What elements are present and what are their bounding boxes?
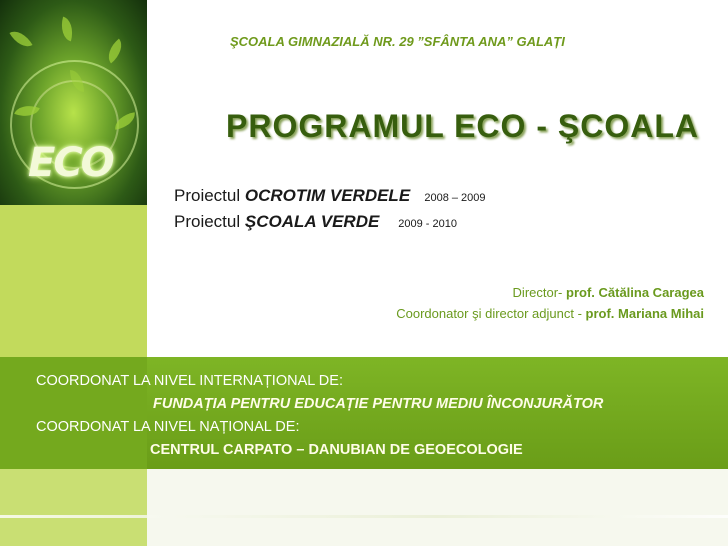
staff-role: Director- [512, 285, 566, 300]
project-line-2 [174, 212, 457, 232]
page-title: PROGRAMUL ECO - ŞCOALA [226, 108, 699, 144]
leaf-icon [9, 26, 32, 52]
staff-person: prof. Cătălina Caragea [566, 285, 704, 300]
school-name: ŞCOALA GIMNAZIALĂ NR. 29 ”SFÂNTA ANA” GALAȚI [230, 34, 565, 49]
leaf-icon [57, 17, 76, 42]
staff-person: prof. Mariana Mihai [585, 306, 704, 321]
bottom-right-panel [147, 469, 728, 546]
project-name: ŞCOALA VERDE [244, 212, 380, 231]
project-name: OCROTIM VERDELE [244, 186, 411, 205]
director-line [513, 285, 704, 300]
project-line-1 [174, 186, 486, 206]
project-years: 2009 - 2010 [398, 218, 457, 230]
international-label: COORDONAT LA NIVEL INTERNAȚIONAL DE: [36, 373, 343, 389]
project-years: 2008 – 2009 [424, 192, 486, 204]
international-org: FUNDAȚIA PENTRU EDUCAȚIE PENTRU MEDIU ÎNCONJURĂTOR [153, 396, 604, 412]
national-label: COORDONAT LA NIVEL NAȚIONAL DE: [36, 419, 300, 435]
eco-logo-image [0, 0, 147, 205]
eco-logo-text: ECO [28, 140, 113, 186]
project-prefix: Proiectul [174, 186, 245, 205]
project-prefix: Proiectul [174, 212, 245, 231]
bottom-left-panel [0, 469, 147, 546]
staff-role: Coordonator şi director adjunct - [396, 306, 586, 321]
leaf-icon [102, 39, 128, 64]
coordinator-line [396, 306, 704, 321]
national-org: CENTRUL CARPATO – DANUBIAN DE GEOECOLOGIE [150, 442, 523, 458]
decorative-divider [0, 515, 728, 518]
